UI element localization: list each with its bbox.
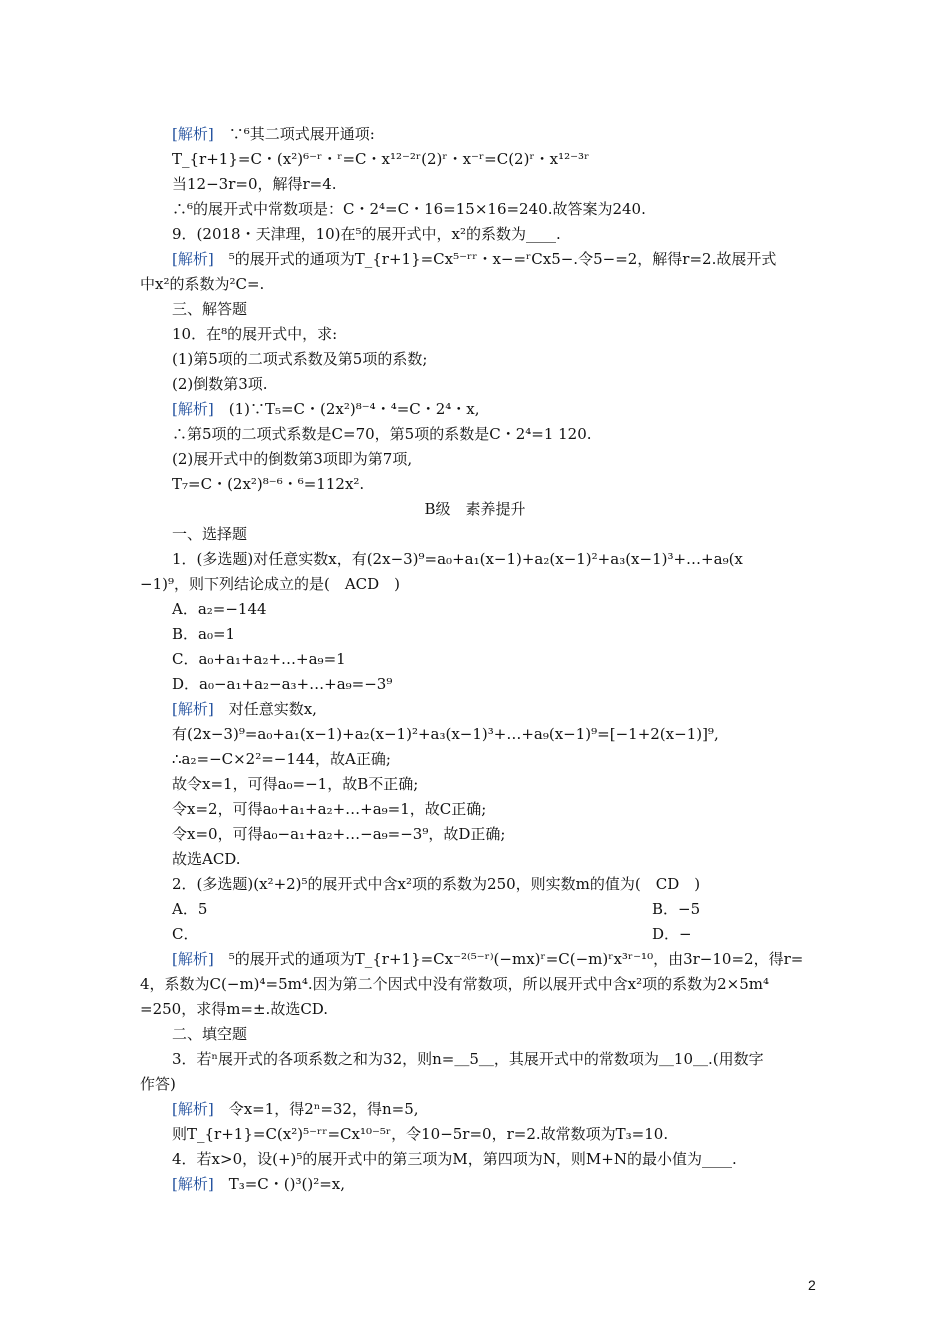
option-a: A．5 <box>172 900 208 918</box>
text-line: (1)第5项的二项式系数及第5项的系数; <box>172 350 428 368</box>
text-line: 令x=2，可得a₀+a₁+a₂+…+a₉=1，故C正确; <box>172 800 487 818</box>
formula-line: T_{r+1}=C・(x²)⁶⁻ʳ・ʳ=C・x¹²⁻²ʳ(2)ʳ・x⁻ʳ=C(2)ʳ・x¹²⁻³ʳ <box>172 150 590 168</box>
analysis-tag: [解析] <box>172 250 214 268</box>
section-heading: 一、选择题 <box>172 525 248 543</box>
formula-line: 则T_{r+1}=C(x²)⁵⁻ʳʳ=Cx¹⁰⁻⁵ʳ，令10−5r=0，r=2.故常数项为T₃=10. <box>172 1125 669 1143</box>
text-line: 作答) <box>140 1075 176 1093</box>
option-d: D．a₀−a₁+a₂−a₃+…+a₉=−3⁹ <box>172 675 393 693</box>
option-b: B．a₀=1 <box>172 625 236 643</box>
text-line: 当12−3r=0，解得r=4. <box>172 175 337 193</box>
option-c: C．a₀+a₁+a₂+…+a₉=1 <box>172 650 346 668</box>
analysis-line: [解析] ⁵的展开式的通项为T_{r+1}=Cx⁻²⁽⁵⁻ʳ⁾(−mx)ʳ=C(−m)ʳx³ʳ⁻¹⁰，由3r−10=2，得r= <box>172 950 804 968</box>
options-row <box>172 924 692 944</box>
analysis-tag: [解析] <box>172 400 214 418</box>
text-line: 故令x=1，可得a₀=−1，故B不正确; <box>172 775 419 793</box>
analysis-tag: [解析] <box>172 700 214 718</box>
text-line: ∴⁶的展开式中常数项是：C・2⁴=C・16=15×16=240.故答案为240. <box>172 200 646 218</box>
text-line: ∴a₂=−C×2²=−144，故A正确; <box>172 750 391 768</box>
text-line: 中x²的系数为²C=. <box>140 275 265 293</box>
analysis-tag: [解析] <box>172 950 214 968</box>
analysis-tag: [解析] <box>172 1100 214 1118</box>
text-line: =250，求得m=±.故选CD. <box>140 1000 329 1018</box>
analysis-tag: [解析] <box>172 1175 214 1193</box>
text-line: 令x=0，可得a₀−a₁+a₂+…−a₉=−3⁹，故D正确; <box>172 825 506 843</box>
question-9: 9．(2018・天津理，10)在⁵的展开式中，x²的系数为____. <box>172 225 561 243</box>
option-a: A．a₂=−144 <box>172 600 267 618</box>
analysis-line: [解析] 对任意实数x, <box>172 700 317 718</box>
text-line: 故选ACD. <box>172 850 241 868</box>
text-line: ∴第5项的二项式系数是C=70，第5项的系数是C・2⁴=1 120. <box>172 425 592 443</box>
option-b: B．−5 <box>652 900 701 918</box>
option-d: D．− <box>652 925 692 943</box>
text-line: −1)⁹，则下列结论成立的是( ACD ) <box>140 575 401 593</box>
question-4: 4．若x>0，设(+)⁵的展开式中的第三项为M，第四项为N，则M+N的最小值为____. <box>172 1150 737 1168</box>
options-row <box>172 899 701 919</box>
analysis-line: [解析] 令x=1，得2ⁿ=32，得n=5, <box>172 1100 419 1118</box>
analysis-line: [解析] ∵⁶其二项式展开通项: <box>172 125 375 143</box>
section-title: B级 素养提升 <box>424 500 526 518</box>
text-line: 4，系数为C(−m)⁴=5m⁴.因为第二个因式中没有常数项，所以展开式中含x²项的系数为2×5m⁴ <box>140 975 770 993</box>
text-line: (2)倒数第3项. <box>172 375 268 393</box>
section-heading: 三、解答题 <box>172 300 248 318</box>
option-c: C． <box>172 925 199 943</box>
question-1: 1．(多选题)对任意实数x，有(2x−3)⁹=a₀+a₁(x−1)+a₂(x−1)²+a₃(x−1)³+…+a₉(x <box>172 550 743 568</box>
text-line: (2)展开式中的倒数第3项即为第7项, <box>172 450 413 468</box>
question-10: 10．在⁸的展开式中，求: <box>172 325 338 343</box>
formula-line: T₇=C・(2x²)⁸⁻⁶・⁶=112x². <box>172 475 365 493</box>
section-heading: 二、填空题 <box>172 1025 248 1043</box>
question-2: 2．(多选题)(x²+2)⁵的展开式中含x²项的系数为250，则实数m的值为( CD ) <box>172 875 701 893</box>
question-3: 3．若ⁿ展开式的各项系数之和为32，则n=＿5＿，其展开式中的常数项为＿10＿.(用数字 <box>172 1050 764 1068</box>
analysis-line: [解析] (1)∵T₅=C・(2x²)⁸⁻⁴・⁴=C・2⁴・x, <box>172 400 480 418</box>
analysis-line: [解析] ⁵的展开式的通项为T_{r+1}=Cx⁵⁻ʳʳ・x−=ʳCx5−.令5−=2，解得r=2.故展开式 <box>172 250 777 268</box>
analysis-tag: [解析] <box>172 125 214 143</box>
page-number: 2 <box>808 1277 816 1293</box>
formula-line: 有(2x−3)⁹=a₀+a₁(x−1)+a₂(x−1)²+a₃(x−1)³+…+a₉(x−1)⁹=[−1+2(x−1)]⁹, <box>172 725 719 743</box>
analysis-line: [解析] T₃=C・()³()²=x, <box>172 1175 346 1193</box>
